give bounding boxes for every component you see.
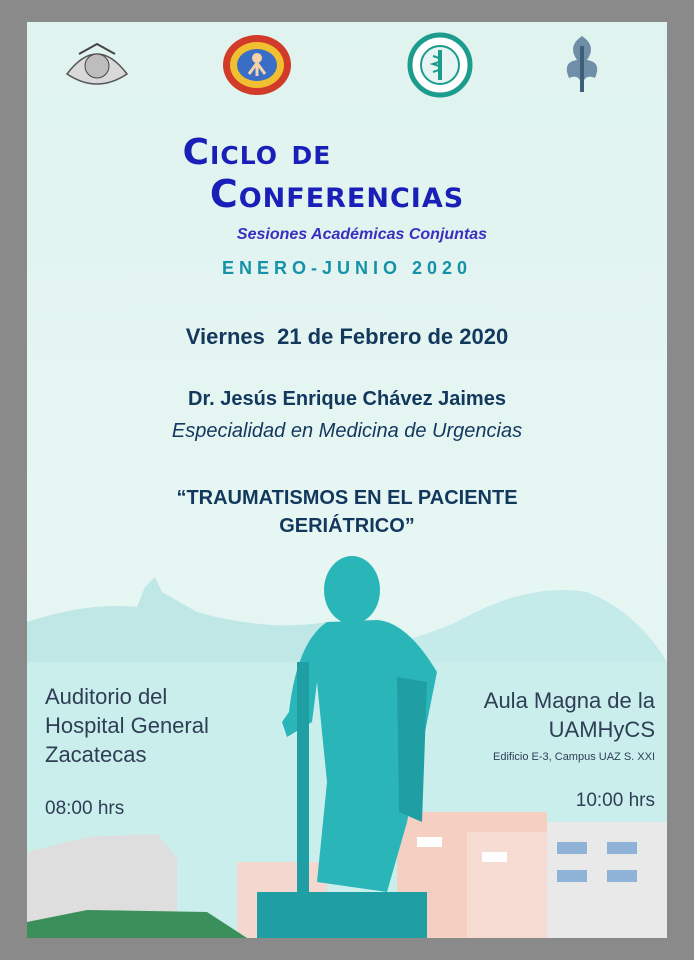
venue-right-line-1: Aula Magna de la	[483, 688, 655, 713]
venue-right-detail: Edificio E-3, Campus UAZ S. XXI	[493, 751, 655, 763]
venue-right	[484, 686, 655, 766]
period: ENERO-JUNIO 2020	[221, 258, 473, 278]
subtitle: Sesiones Académicas Conjuntas	[236, 226, 488, 243]
venue-right-line-2: UAMHyCS	[548, 717, 655, 742]
venue-left-line-2: Hospital General	[45, 713, 209, 738]
venue-right-time: 10:00 hrs	[575, 790, 655, 811]
caduceus-icon	[557, 32, 607, 98]
speaker-name: Dr. Jesús Enrique Chávez Jaimes	[188, 388, 506, 410]
speaker-specialty: Especialidad en Medicina de Urgencias	[171, 420, 523, 442]
title-line-1: Ciclo de	[182, 132, 332, 173]
event-date: Viernes 21 de Febrero de 2020	[185, 324, 509, 349]
hospital-general-zacatecas-icon	[405, 32, 475, 98]
university-seal-icon	[59, 34, 135, 94]
venue-left-line-3: Zacatecas	[45, 742, 147, 767]
venue-left-line-1: Auditorio del	[45, 684, 168, 709]
venue-left	[45, 682, 209, 769]
medicine-faculty-emblem-icon	[219, 32, 295, 98]
talk-title-line-2: GERIÁTRICO”	[279, 515, 415, 537]
poster	[27, 22, 667, 938]
talk-title	[27, 484, 667, 540]
venue-left-time: 08:00 hrs	[45, 798, 125, 819]
talk-title-line-1: “TRAUMATISMOS EN EL PACIENTE	[176, 487, 518, 509]
title-line-2: Conferencias	[209, 172, 465, 216]
